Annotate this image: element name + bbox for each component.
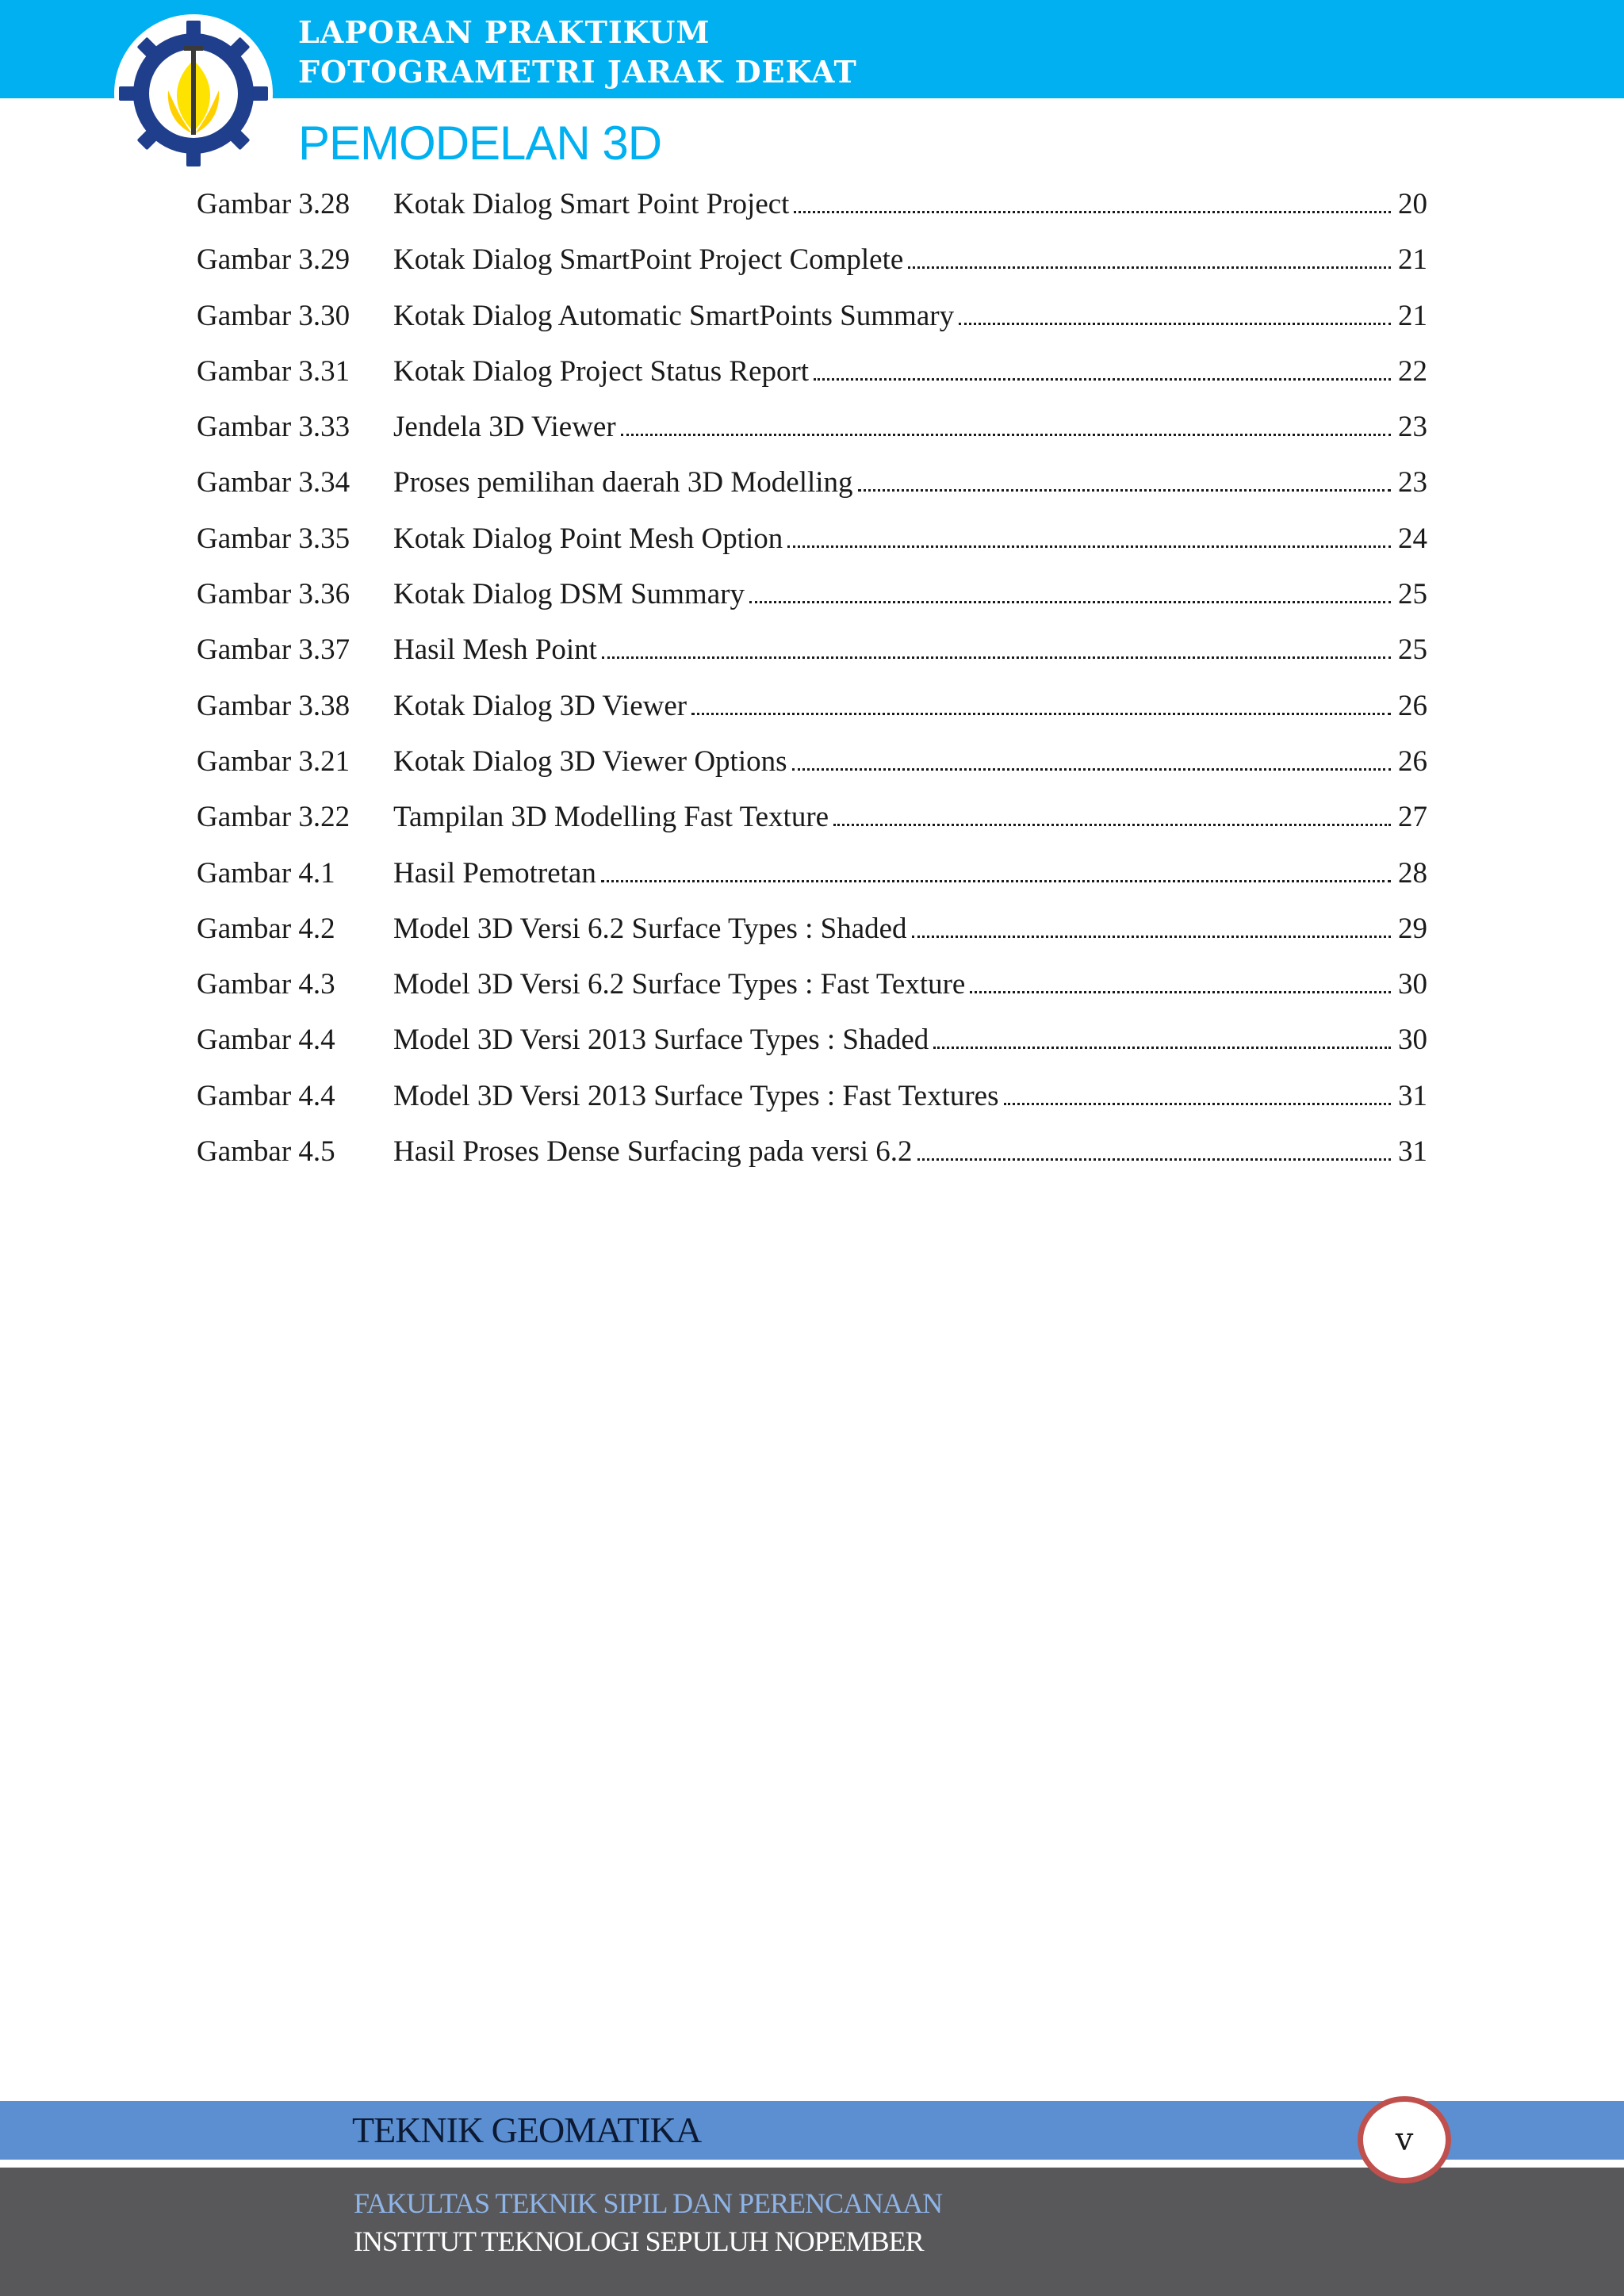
page-subtitle: PEMODELAN 3D (298, 117, 662, 170)
toc-entry-label: Gambar 4.1 (197, 856, 335, 890)
toc-entry-page: 20 (1398, 188, 1427, 220)
toc-entry[interactable] (197, 633, 1427, 688)
list-of-figures (197, 187, 1427, 1190)
toc-entry[interactable] (197, 1135, 1427, 1190)
footer-department: TEKNIK GEOMATIKA (352, 2110, 702, 2150)
toc-entry-page: 28 (1398, 856, 1427, 890)
toc-dot-leader (933, 1047, 1391, 1049)
toc-entry-page: 31 (1398, 1135, 1427, 1169)
toc-dot-leader (912, 936, 1391, 938)
toc-entry-title: Kotak Dialog Smart Point Project (393, 188, 790, 220)
toc-dot-leader (959, 323, 1391, 325)
toc-dot-leader (691, 713, 1391, 715)
toc-entry[interactable] (197, 465, 1427, 521)
toc-entry[interactable] (197, 410, 1427, 465)
toc-entry[interactable] (197, 967, 1427, 1023)
toc-entry[interactable] (197, 354, 1427, 410)
toc-entry-label: Gambar 3.35 (197, 522, 350, 555)
toc-entry[interactable] (197, 299, 1427, 354)
toc-entry-page: 21 (1398, 299, 1427, 332)
toc-entry-label: Gambar 4.4 (197, 1079, 335, 1112)
toc-entry-title: Hasil Proses Dense Surfacing pada versi 6.2 (393, 1135, 913, 1169)
toc-entry-page: 30 (1398, 1024, 1427, 1057)
toc-entry-title: Kotak Dialog 3D Viewer (393, 689, 688, 722)
toc-dot-leader (601, 880, 1391, 882)
toc-entry[interactable] (197, 187, 1427, 243)
toc-entry-label: Gambar 3.29 (197, 243, 350, 277)
toc-entry-title: Kotak Dialog 3D Viewer Options (393, 744, 787, 778)
toc-dot-leader (621, 434, 1391, 436)
page-number: v (1395, 2122, 1414, 2158)
toc-entry-title: Model 3D Versi 6.2 Surface Types : Fast Texture (393, 968, 966, 1001)
toc-entry-label: Gambar 3.22 (197, 801, 350, 834)
toc-entry-page: 24 (1398, 522, 1427, 555)
toc-entry-page: 26 (1398, 689, 1427, 722)
toc-entry-title: Kotak Dialog SmartPoint Project Complete (393, 243, 904, 277)
toc-dot-leader (917, 1158, 1391, 1161)
toc-entry-page: 23 (1398, 466, 1427, 499)
toc-entry-page: 26 (1398, 744, 1427, 778)
toc-entry-label: Gambar 3.36 (197, 578, 350, 611)
toc-entry-page: 25 (1398, 633, 1427, 667)
toc-dot-leader (970, 991, 1391, 993)
toc-dot-leader (1004, 1103, 1391, 1105)
toc-entry-page: 29 (1398, 912, 1427, 945)
toc-dot-leader (792, 768, 1391, 771)
toc-entry[interactable] (197, 689, 1427, 744)
toc-entry-label: Gambar 4.5 (197, 1135, 335, 1169)
toc-entry-label: Gambar 3.34 (197, 466, 350, 499)
toc-entry-title: Model 3D Versi 2013 Surface Types : Shaded (393, 1024, 929, 1057)
toc-entry-title: Kotak Dialog Point Mesh Option (393, 522, 783, 555)
toc-entry-label: Gambar 4.3 (197, 968, 335, 1001)
toc-entry[interactable] (197, 522, 1427, 577)
toc-dot-leader (814, 378, 1391, 381)
toc-entry-title: Proses pemilihan daerah 3D Modelling (393, 466, 853, 499)
toc-entry[interactable] (197, 1079, 1427, 1135)
toc-dot-leader (749, 601, 1391, 603)
toc-entry-label: Gambar 3.38 (197, 689, 350, 722)
toc-dot-leader (794, 211, 1391, 213)
toc-entry[interactable] (197, 856, 1427, 912)
toc-dot-leader (908, 266, 1391, 269)
toc-entry[interactable] (197, 243, 1427, 298)
toc-entry[interactable] (197, 800, 1427, 855)
toc-entry-label: Gambar 3.31 (197, 354, 350, 388)
toc-entry-page: 30 (1398, 968, 1427, 1001)
toc-entry-label: Gambar 4.4 (197, 1024, 335, 1057)
toc-entry-label: Gambar 3.28 (197, 188, 350, 220)
header-title-line1: LAPORAN PRAKTIKUM (298, 14, 710, 50)
toc-entry-page: 21 (1398, 243, 1427, 277)
toc-entry-label: Gambar 4.2 (197, 912, 335, 945)
its-logo-icon (105, 14, 282, 166)
toc-entry-title: Kotak Dialog Project Status Report (393, 354, 810, 388)
toc-dot-leader (833, 824, 1391, 826)
footer-institute: INSTITUT TEKNOLOGI SEPULUH NOPEMBER (354, 2225, 924, 2257)
toc-dot-leader (787, 545, 1391, 548)
toc-entry-page: 22 (1398, 354, 1427, 388)
toc-entry-label: Gambar 3.21 (197, 744, 350, 778)
toc-entry-page: 23 (1398, 411, 1427, 444)
toc-dot-leader (858, 489, 1391, 492)
toc-entry-page: 31 (1398, 1079, 1427, 1112)
toc-entry[interactable] (197, 912, 1427, 967)
toc-entry-title: Hasil Mesh Point (393, 633, 597, 667)
toc-entry-label: Gambar 3.37 (197, 633, 350, 667)
toc-entry-title: Kotak Dialog DSM Summary (393, 578, 745, 611)
toc-entry-title: Tampilan 3D Modelling Fast Texture (393, 801, 829, 834)
toc-dot-leader (602, 656, 1391, 659)
header-title-line2: FOTOGRAMETRI JARAK DEKAT (298, 54, 857, 90)
toc-entry-title: Jendela 3D Viewer (393, 411, 616, 444)
toc-entry-label: Gambar 3.33 (197, 411, 350, 444)
toc-entry[interactable] (197, 1023, 1427, 1078)
toc-entry-page: 27 (1398, 801, 1427, 834)
toc-entry[interactable] (197, 577, 1427, 633)
toc-entry[interactable] (197, 744, 1427, 800)
footer-faculty: FAKULTAS TEKNIK SIPIL DAN PERENCANAAN (354, 2187, 943, 2219)
toc-entry-title: Model 3D Versi 2013 Surface Types : Fast Textures (393, 1079, 999, 1112)
toc-entry-page: 25 (1398, 578, 1427, 611)
toc-entry-label: Gambar 3.30 (197, 299, 350, 332)
toc-entry-title: Kotak Dialog Automatic SmartPoints Summary (393, 299, 955, 332)
page-number-badge (1358, 2096, 1451, 2183)
toc-entry-title: Hasil Pemotretan (393, 856, 596, 890)
toc-entry-title: Model 3D Versi 6.2 Surface Types : Shaded (393, 912, 907, 945)
